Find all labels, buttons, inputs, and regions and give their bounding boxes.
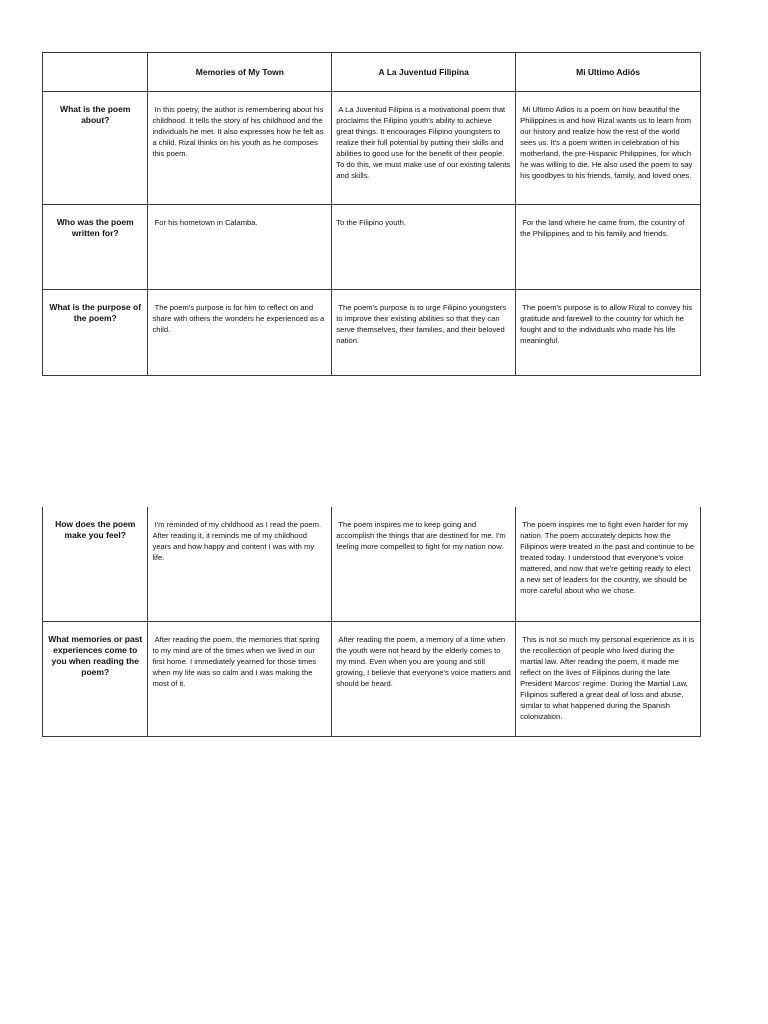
answer-cell: After reading the poem, a memory of a time when the youth were not heard by the elderly comes to my mind. Even when you are young and still growing, I believe that everyone's voice matters and should be heard. <box>332 621 516 736</box>
question-cell: What memories or past experiences come to you when reading the poem? <box>43 621 148 736</box>
poem-comparison-table-part-1 <box>42 52 701 376</box>
answer-cell: The poem's purpose is to urge Filipino youngsters to improve their existing abilities so that they can serve themselves, their families, and their beloved nation. <box>332 290 516 376</box>
table-row <box>43 621 701 736</box>
question-cell: What is the poem about? <box>43 92 148 205</box>
header-a-la-juventud-filipina: A La Juventud Filipina <box>332 53 516 92</box>
answer-cell: In this poetry, the author is remembering about his childhood. It tells the story of his childhood and the individuals he met. It also expresses how he felt as a child. Rizal thinks on his youth as he composes this poem. <box>148 92 332 205</box>
table-row <box>43 507 701 621</box>
answer-cell: The poem's purpose is to allow Rizal to convey his gratitude and farewell to the country for which he fought and to the individuals who made his life meaningful. <box>516 290 701 376</box>
table-header-row <box>43 53 701 92</box>
answer-cell: To the Filipino youth. <box>332 205 516 290</box>
answer-cell: Mi Ultimo Adios is a poem on how beautiful the Philippines is and how Rizal wants us to learn from our history and realize how the rest of the world sees us. It's a poem written in celebration of his motherland, the pre-Hispanic Philippines, for which he was willing to die. He also used the poem to say his goodbyes to his friends, family, and loved ones. <box>516 92 701 205</box>
table-row <box>43 205 701 290</box>
answer-cell: For the land where he came from, the country of the Philippines and to his family and friends. <box>516 205 701 290</box>
answer-cell: The poem inspires me to keep going and accomplish the things that are destined for me. I'm feeling more compelled to fight for my nation now. <box>332 507 516 621</box>
question-cell: What is the purpose of the poem? <box>43 290 148 376</box>
answer-cell: The poem's purpose is for him to reflect on and share with others the wonders he experienced as a child. <box>148 290 332 376</box>
poem-comparison-table-part-2 <box>42 507 701 737</box>
header-cell-empty <box>43 53 148 92</box>
table-row <box>43 290 701 376</box>
table-row <box>43 92 701 205</box>
header-mi-ultimo-adios: Mi Ultimo Adiós <box>516 53 701 92</box>
question-cell: Who was the poem written for? <box>43 205 148 290</box>
answer-cell: This is not so much my personal experience as it is the recollection of people who lived during the martial law. After reading the poem, it made me reflect on the lives of Filipinos during the late President Marcos' regime. During the Martial Law, Filipinos suffered a great deal of loss and abuse, similar to what happened during the Spanish colonization. <box>516 621 701 736</box>
answer-cell: For his hometown in Calamba. <box>148 205 332 290</box>
answer-cell: After reading the poem, the memories that spring to my mind are of the times when we lived in our first home. I immediately yearned for those times when my life was so calm and I was making the most of it. <box>148 621 332 736</box>
question-cell: How does the poem make you feel? <box>43 507 148 621</box>
header-memories-of-my-town: Memories of My Town <box>148 53 332 92</box>
answer-cell: A La Juventud Filipina is a motivational poem that proclaims the Filipino youth's ability to achieve great things. It encourages Filipino youngsters to realize their full potential by putting their skills and abilities to good use for the benefit of their people. To do this, we must make use of our existing talents and skills. <box>332 92 516 205</box>
answer-cell: I'm reminded of my childhood as I read the poem. After reading it, it reminds me of my childhood years and how happy and content I was with my life. <box>148 507 332 621</box>
answer-cell: The poem inspires me to fight even harder for my nation. The poem accurately depicts how the Filipinos were treated in the past and continue to be treated today. I understood that everyone's voice mattered, and now that we're getting ready to elect a new set of leaders for the country, we should be more careful about who we chose. <box>516 507 701 621</box>
